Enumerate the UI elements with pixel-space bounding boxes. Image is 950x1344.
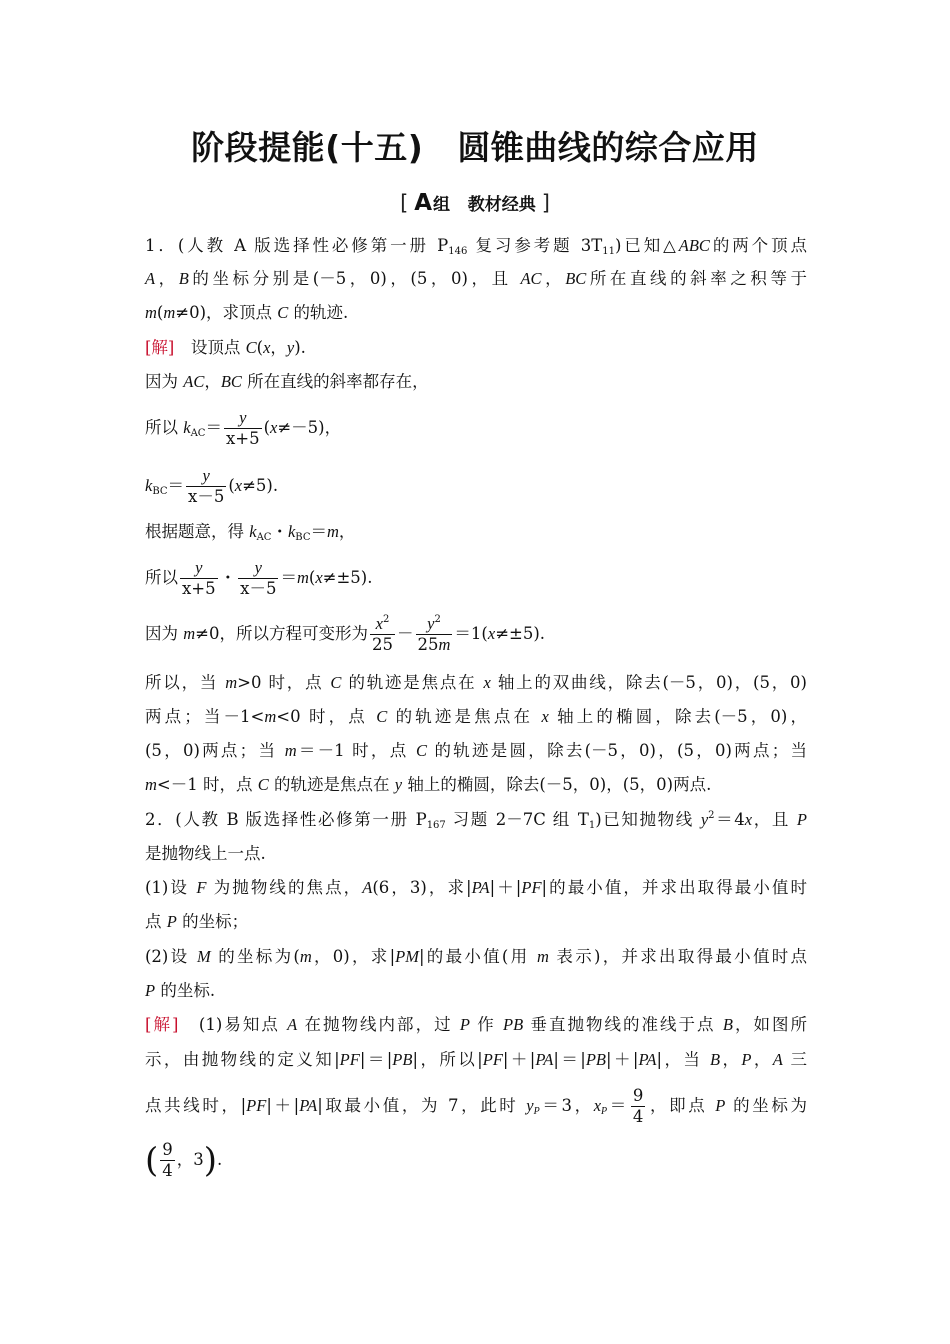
problem2-line3: (1)设 F 为抛物线的焦点，A(6，3)，求|PA|＋|PF|的最小值，并求出取得最小值时 (145, 878, 807, 897)
solution1-line1: [解] 设顶点 C(x，y). (145, 338, 306, 357)
problem1-line3: m(m≠0)，求顶点 C 的轨迹. (145, 303, 349, 322)
page-title (0, 122, 950, 169)
section-header (0, 190, 950, 216)
fraction: $\frac{y^2}{25m}$ (417, 614, 451, 654)
title-left: 阶段提能(十五) (191, 128, 424, 167)
solution1-line5: 根据题意，得 $k_{AC}$・$k_{BC}=m$， (145, 522, 356, 543)
fraction: $\frac{y}{x-5}$ (188, 466, 225, 506)
fraction: $\frac{y}{x+5}$ (182, 558, 216, 598)
problem2-line1: 2．(人教 B 版选择性必修第一册 $P_{167}$ 习题 2－7C 组 $T_1$)已知抛物线 $y^2=4x$，且 P (145, 810, 807, 831)
solution1-line6: 所以 $\frac{y}{x+5}$ ・ $\frac{y}{x-5}$ ＝m(x≠±5). (145, 558, 373, 598)
fraction: $\frac{9}{4}$ (632, 1086, 644, 1126)
solution2-line3: 点共线时，|PF|＋|PA|取最小值，为 7，此时 $y_P=3$，$x_P=$ $\frac{9}{4}$ ，即点 P 的坐标为 (145, 1086, 808, 1126)
group-letter: A (414, 190, 434, 216)
problem2-line2: 是抛物线上一点. (145, 844, 266, 863)
section-name: 教材经典 (467, 195, 536, 215)
solution2-line4: ( $\frac{9}{4}$ ，3). (145, 1140, 223, 1181)
solution2-line1: [解] (1)易知点 A 在抛物线内部，过 P 作 PB 垂直抛物线的准线于点 B，如图所 (145, 1015, 807, 1034)
solution1-line8: 所以，当 m>0 时，点 C 的轨迹是焦点在 x 轴上的双曲线，除去(－5，0)，(5，0) (145, 673, 807, 692)
solution1-line4: $k_{BC}=$ $\frac{y}{x-5}$ (x≠5). (145, 466, 279, 506)
left-bracket: [ (400, 191, 409, 215)
problem1-line1: 1．(人教 A 版选择性必修第一册 $P_{146}$ 复习参考题 $3T_{11}$)已知△ABC的两个顶点 (145, 236, 808, 257)
fraction: $\frac{x^2}{25}$ (372, 614, 393, 654)
solution1-line10: (5，0)两点；当 m＝－1 时，点 C 的轨迹是圆，除去(－5，0)，(5，0)两点；当 (145, 741, 807, 760)
fraction: $\frac{y}{x+5}$ (225, 408, 260, 448)
group-label: 组 (433, 195, 451, 215)
right-bracket: ] (541, 191, 550, 215)
problem2-line5: (2)设 M 的坐标为(m，0)，求|PM|的最小值(用 m 表示)，并求出取得最小值时点 (145, 947, 808, 966)
solution-tag: [解] (145, 1015, 179, 1034)
fraction: $\frac{9}{4}$ (162, 1140, 173, 1180)
solution1-line2: 因为 AC，BC 所在直线的斜率都存在， (145, 372, 429, 391)
problem1-line2: A，B的坐标分别是(－5，0)，(5，0)，且 AC，BC所在直线的斜率之积等于 (145, 269, 808, 288)
solution2-line2: 示，由抛物线的定义知|PF|＝|PB|，所以|PF|＋|PA|＝|PB|＋|PA|，当 B，P，A 三 (145, 1050, 808, 1069)
solution1-line9: 两点；当－1<m<0 时，点 C 的轨迹是焦点在 x 轴上的椭圆，除去(－5，0)， (145, 707, 807, 726)
title-right: 圆锥曲线的综合应用 (457, 128, 759, 167)
solution1-line11: m<－1 时，点 C 的轨迹是焦点在 y 轴上的椭圆，除去(－5，0)，(5，0)两点. (145, 775, 712, 794)
solution-tag: [解] (145, 338, 175, 357)
problem2-line6: P 的坐标. (145, 981, 216, 1000)
solution1-line7: 因为 m≠0，所以方程可变形为 $\frac{x^2}{25}$ － $\frac{y^2}{25m}$ ＝1(x≠±5). (145, 614, 546, 654)
problem2-line4: 点 P 的坐标； (145, 912, 249, 931)
fraction: $\frac{y}{x-5}$ (240, 558, 277, 598)
solution1-line3: 所以 $k_{AC}=$ $\frac{y}{x+5}$ (x≠－5)， (145, 408, 342, 448)
